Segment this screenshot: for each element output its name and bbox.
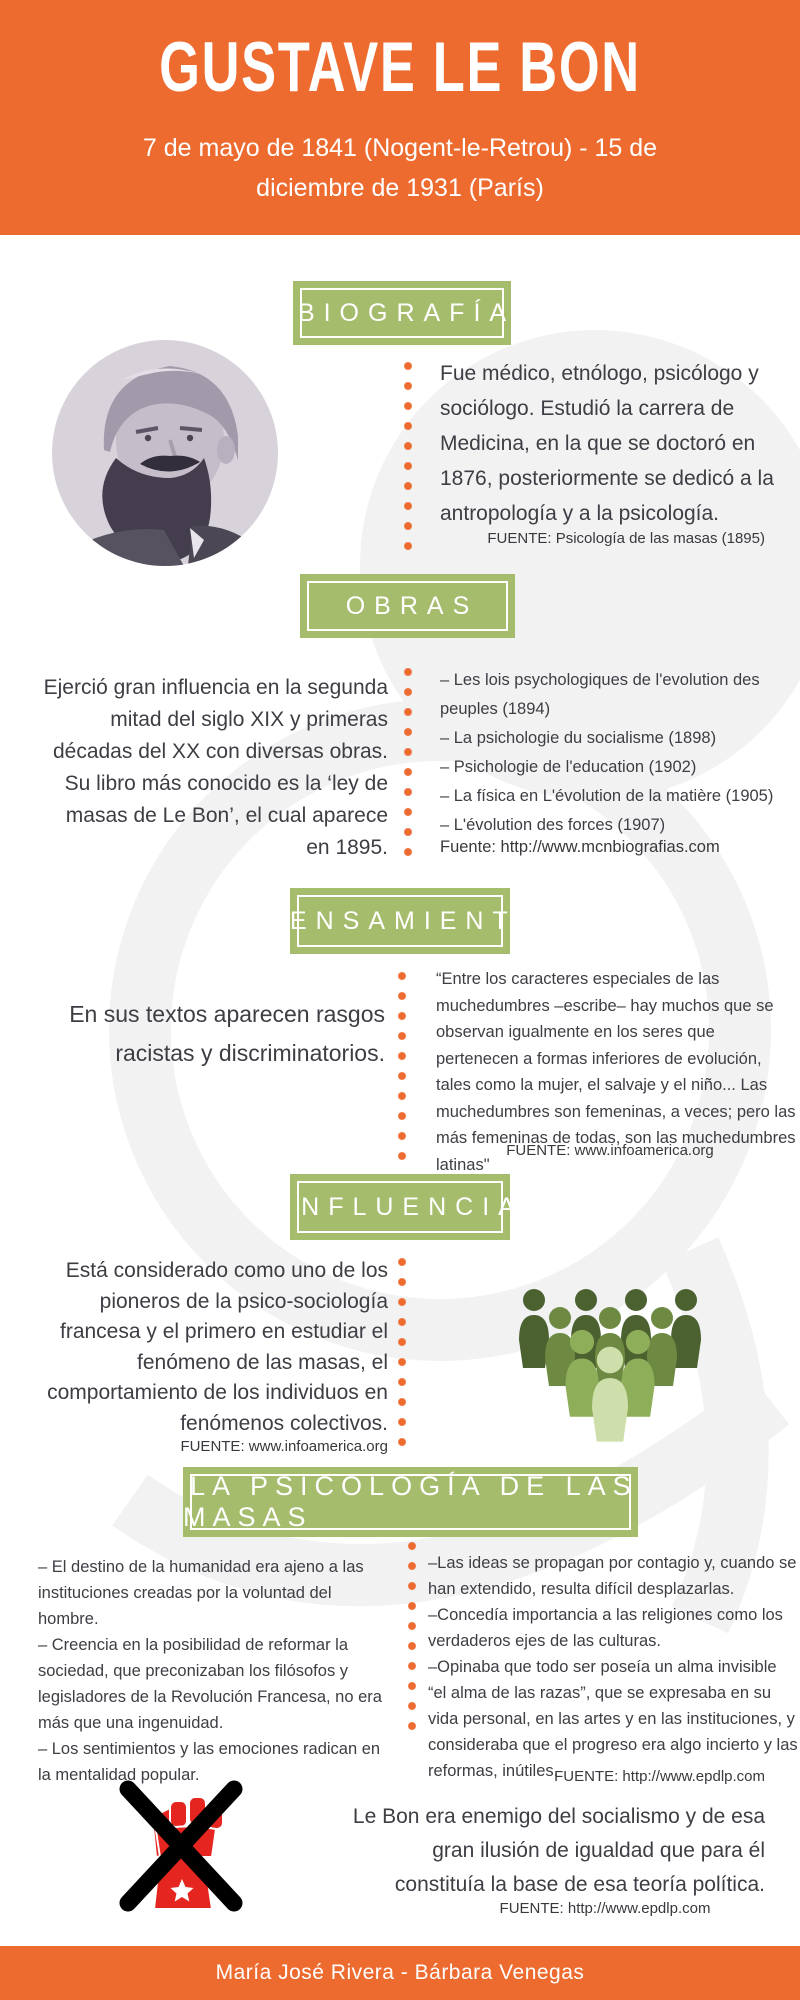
- influencia-source: FUENTE: www.infoamerica.org: [180, 1438, 388, 1455]
- section-heading-label: PENSAMIENTO: [264, 906, 545, 935]
- list-item: – Los sentimientos y las emociones radican en la mentalidad popular.: [38, 1740, 381, 1784]
- page-subtitle: 7 de mayo de 1841 (Nogent-le-Retrou) - 15 de diciembre de 1931 (París): [142, 134, 658, 202]
- list-item: –Concedía importancia a las religiones como los verdaderos ejes de las culturas.: [428, 1606, 783, 1650]
- pensamiento-body-text: En sus textos aparecen rasgos racistas y discriminatorios.: [69, 1001, 385, 1066]
- section-heading-label: LA PSICOLOGÍA DE LAS MASAS: [183, 1471, 638, 1532]
- section-heading-biografia: [293, 281, 516, 345]
- list-item: – La psichologie du socialisme (1898): [440, 729, 717, 747]
- crowd-of-people-icon: [506, 1286, 710, 1448]
- list-item: – Creencia en la posibilidad de reformar la sociedad, que preconizaban los filósofos y legisladores de la Revolución Francesa, no era más que una ingenuidad.: [38, 1636, 382, 1732]
- psicologia-source: FUENTE: http://www.epdlp.com: [554, 1768, 765, 1785]
- biografia-source: FUENTE: Psicología de las masas (1895): [487, 530, 765, 547]
- gustave-le-bon-portrait: [52, 340, 278, 566]
- influencia-body-text: Está considerado como uno de los pioneros de la psico-sociología francesa y el primero en estudiar el fenómeno de las masas, el comportamiento de los individuos en fenómenos colectivos.: [47, 1259, 388, 1435]
- list-item: – L'évolution des forces (1907): [440, 816, 666, 834]
- section-heading-label: INFLUENCIA: [285, 1192, 524, 1221]
- obras-body-text: Ejerció gran influencia en la segunda mitad del siglo XIX y primeras décadas del XX con diversas obras. Su libro más conocido es la ‘ley de masas de Le Bon’, el cual aparece en 1895.: [43, 676, 388, 859]
- dotted-divider-pensamiento: [398, 972, 406, 1172]
- socialismo-body-text: Le Bon era enemigo del socialismo y de esa gran ilusión de igualdad que para él constituía la base de esa teoría política.: [352, 1805, 765, 1896]
- section-heading-obras: [300, 574, 515, 638]
- obras-works-list: [440, 666, 800, 840]
- section-heading-label: OBRAS: [345, 591, 479, 620]
- crossed-out-raised-fist-icon: [112, 1775, 252, 1917]
- dotted-divider-psicologia: [408, 1542, 416, 1742]
- dotted-divider-influencia: [398, 1258, 406, 1458]
- section-heading-psicologia-masas: [183, 1467, 638, 1537]
- obras-source: Fuente: http://www.mcnbiografias.com: [440, 838, 720, 856]
- list-item: – Psichologie de l'education (1902): [440, 758, 697, 776]
- section-heading-label: BIOGRAFÍA: [297, 298, 516, 327]
- psicologia-left-points: [38, 1554, 388, 1788]
- pensamiento-source: FUENTE: www.infoamerica.org: [506, 1142, 714, 1159]
- pensamiento-quote: “Entre los caracteres especiales de las muchedumbres –escribe– hay muchos que se observan igualmente en los seres que pertenecen a formas inferiores de evolución, tales como la mujer, el salvaje y el niño... Las muchedumbres son femeninas, a veces; pero las más femeninas de todas, son las muchedumbres latinas": [436, 970, 796, 1174]
- list-item: –Las ideas se propagan por contagio y, cuando se han extendido, resulta difícil desplazarlas.: [428, 1554, 797, 1598]
- socialismo-source: FUENTE: http://www.epdlp.com: [499, 1900, 711, 1917]
- biografia-body-text: Fue médico, etnólogo, psicólogo y sociólogo. Estudió la carrera de Medicina, en la que se doctoró en 1876, posteriormente se dedicó a la antropología y a la psicología.: [440, 362, 774, 525]
- dotted-divider-biografia: [404, 362, 412, 562]
- list-item: –Opinaba que todo ser poseía un alma invisible “el alma de las razas”, que se expresaba en su vida personal, en las artes y en las instituciones, y consideraba que el progreso era algo incierto y las reformas, inútiles.: [428, 1658, 798, 1780]
- psicologia-right-points: [428, 1550, 798, 1784]
- footer-authors: María José Rivera - Bárbara Venegas: [215, 1961, 585, 1984]
- header-banner: [0, 0, 800, 235]
- section-heading-influencia: [285, 1174, 524, 1240]
- page-title: GUSTAVE LE BON: [159, 27, 641, 107]
- list-item: – El destino de la humanidad era ajeno a las instituciones creadas por la voluntad del hombre.: [38, 1558, 364, 1628]
- footer-banner: [0, 1946, 800, 2000]
- section-heading-pensamiento: [264, 888, 545, 954]
- list-item: – Les lois psychologiques de l'evolution des peuples (1894): [440, 671, 760, 718]
- dotted-divider-obras: [404, 668, 412, 868]
- list-item: – La física en L'évolution de la matière (1905): [440, 787, 774, 805]
